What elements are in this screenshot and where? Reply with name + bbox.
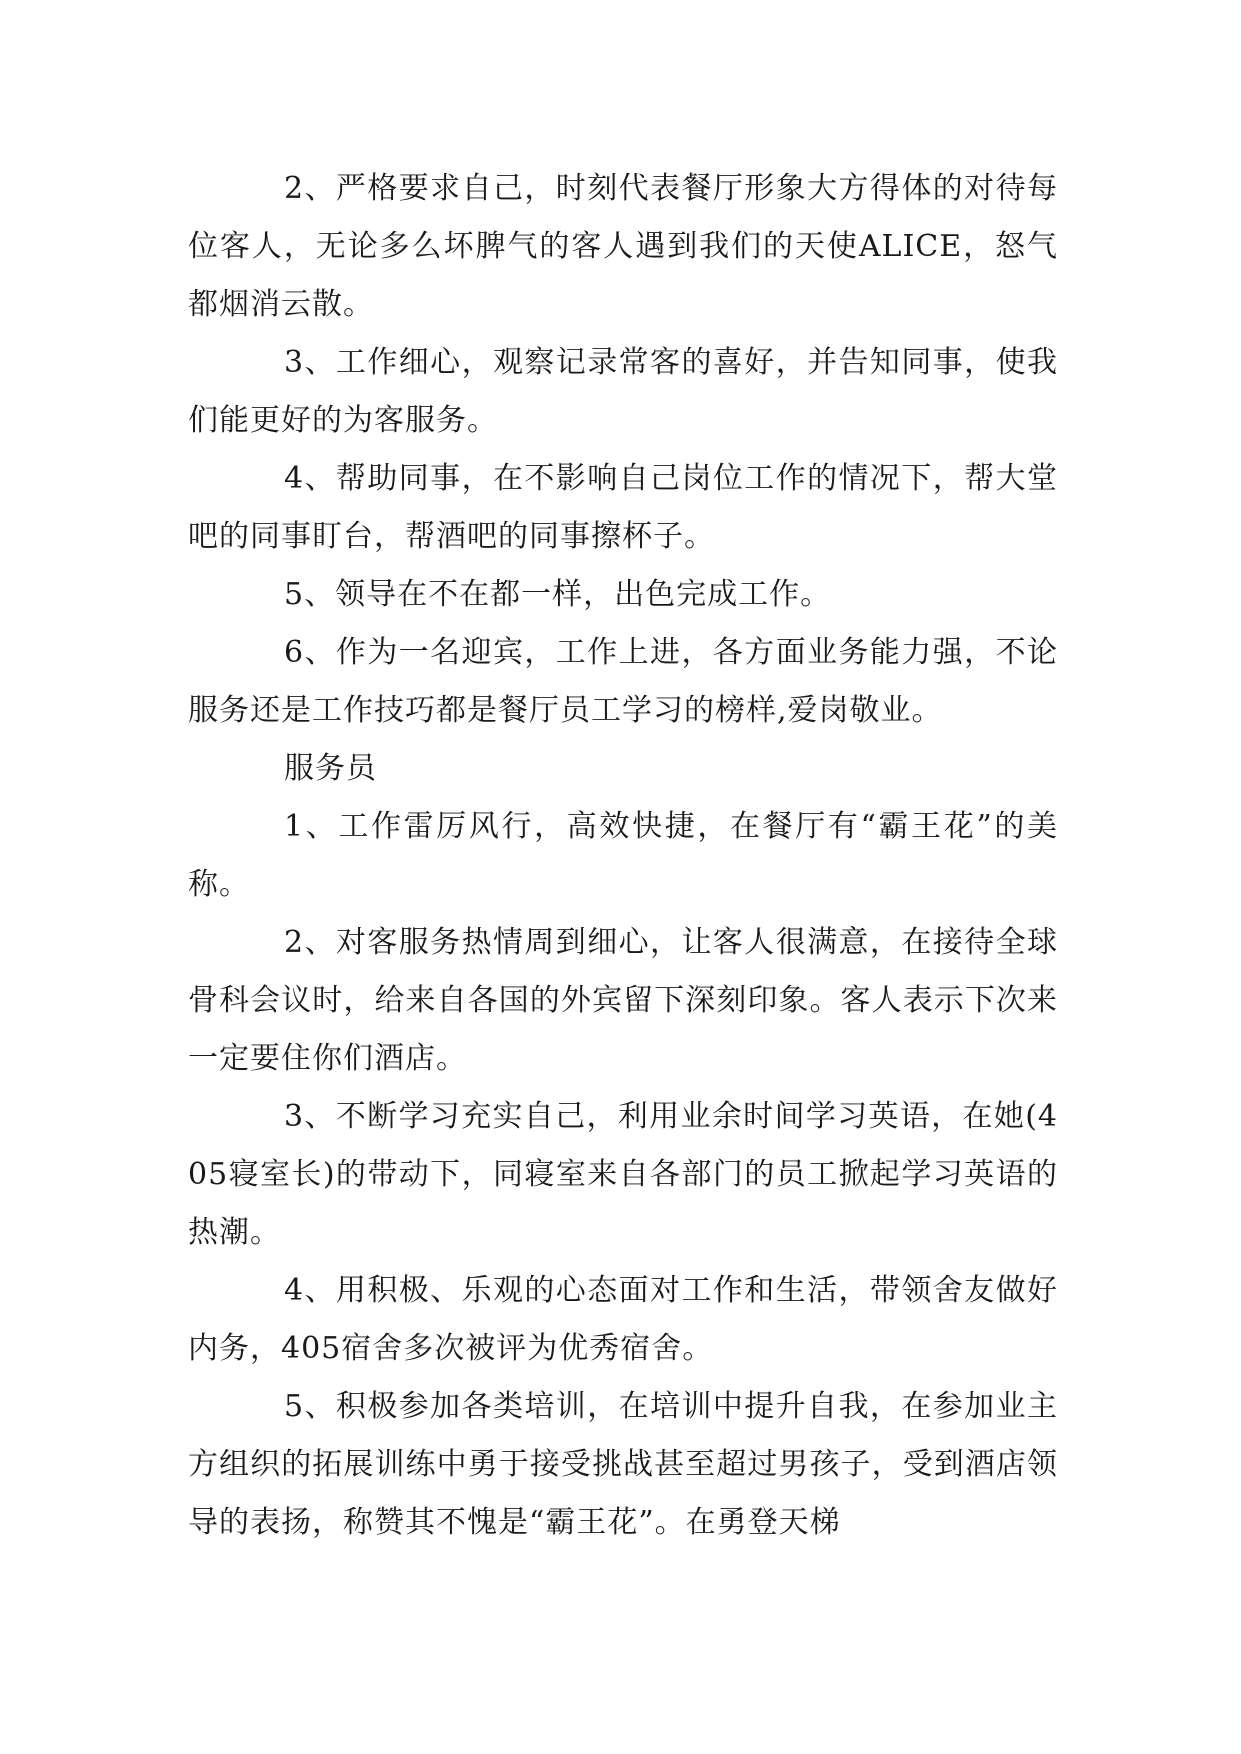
section-paragraph-3: 3、不断学习充实自己，利用业余时间学习英语，在她(405寝室长)的带动下，同寝室来自各部门的员工掀起学习英语的热潮。: [188, 1099, 1058, 1250]
section-paragraph-2: 2、对客服务热情周到细心，让客人很满意，在接待全球骨科会议时，给来自各国的外宾留下深刻印象。客人表示下次来一定要住你们酒店。: [188, 925, 1058, 1076]
section-paragraph-1: 1、工作雷厉风行，高效快捷，在餐厅有“霸王花”的美称。: [188, 809, 1058, 902]
section-paragraph-5: 5、积极参加各类培训，在培训中提升自我，在参加业主方组织的拓展训练中勇于接受挑战甚至超过男孩子，受到酒店领导的表扬，称赞其不愧是“霸王花”。在勇登天梯: [188, 1389, 1058, 1540]
paragraph-2: 2、严格要求自己，时刻代表餐厅形象大方得体的对待每位客人，无论多么坏脾气的客人遇到我们的天使ALICE，怒气都烟消云散。: [188, 171, 1058, 322]
paragraph-3: 3、工作细心，观察记录常客的喜好，并告知同事，使我们能更好的为客服务。: [188, 345, 1058, 438]
section-heading: 服务员: [284, 751, 377, 786]
paragraph-4: 4、帮助同事，在不影响自己岗位工作的情况下，帮大堂吧的同事盯台，帮酒吧的同事擦杯子。: [188, 461, 1058, 554]
paragraph-6: 6、作为一名迎宾，工作上进，各方面业务能力强，不论服务还是工作技巧都是餐厅员工学习的榜样,爱岗敬业。: [188, 635, 1058, 728]
section-paragraph-4: 4、用积极、乐观的心态面对工作和生活，带领舍友做好内务，405宿舍多次被评为优秀宿舍。: [188, 1273, 1058, 1366]
paragraph-5: 5、领导在不在都一样，出色完成工作。: [284, 577, 832, 612]
document-body: [188, 160, 1058, 1552]
